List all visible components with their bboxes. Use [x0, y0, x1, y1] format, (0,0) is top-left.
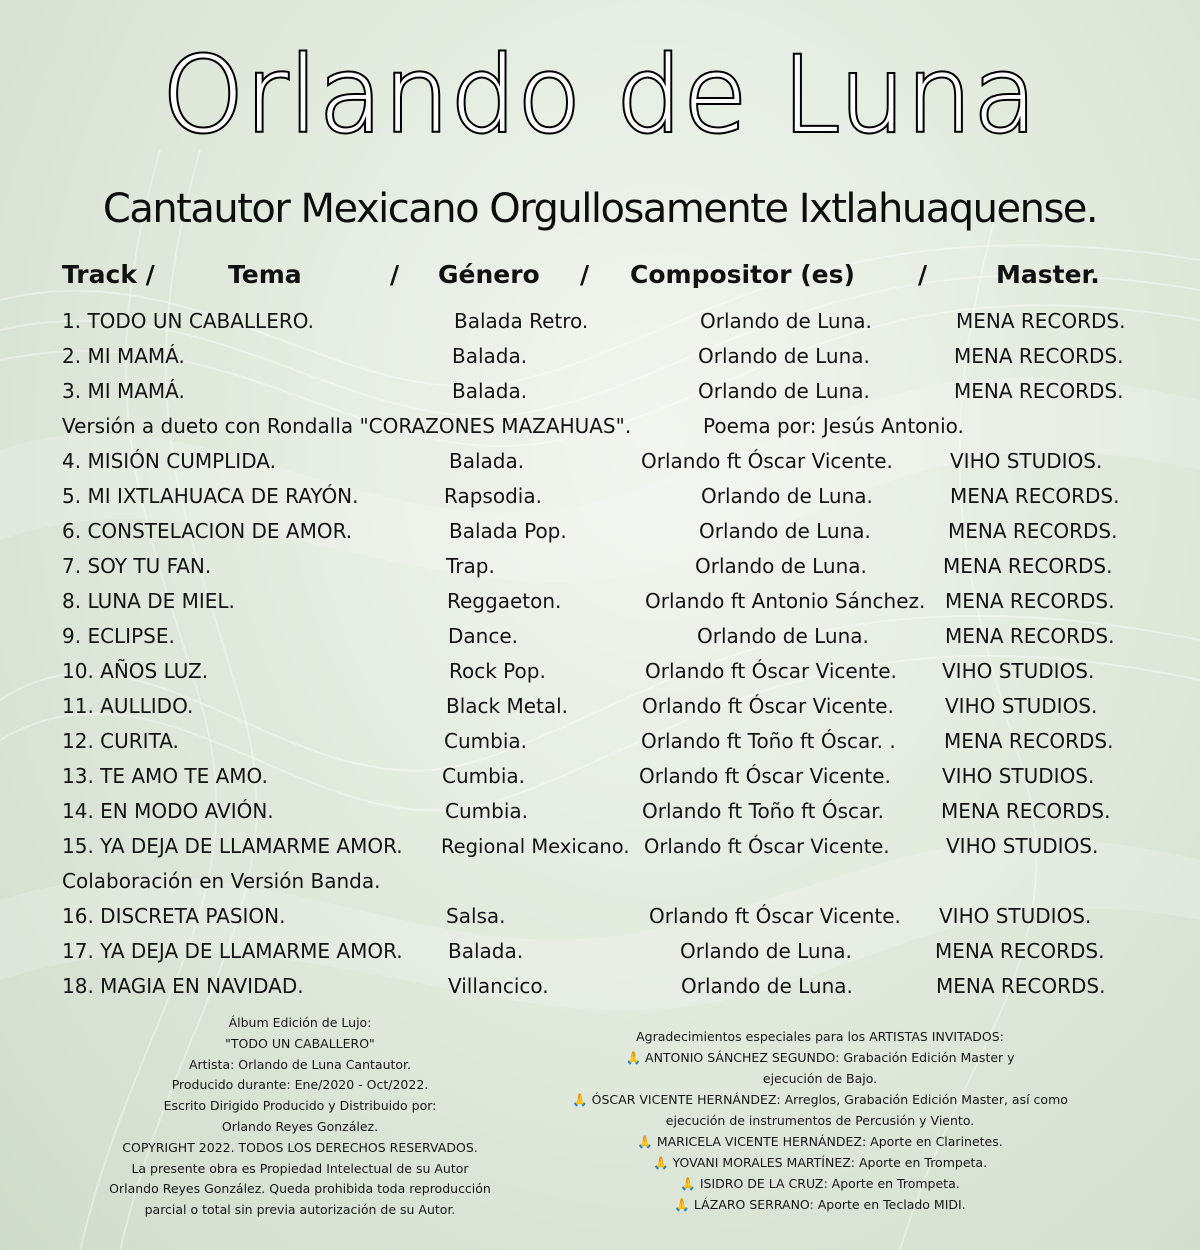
track-name: 6. CONSTELACION DE AMOR. — [62, 519, 353, 543]
track-composer: Orlando ft Óscar Vicente. — [639, 764, 891, 788]
track-composer: Orlando de Luna. — [680, 939, 852, 963]
track-composer: Orlando de Luna. — [698, 344, 870, 368]
track-name: 11. AULLIDO. — [62, 694, 194, 718]
track-row — [0, 304, 1200, 339]
track-genre: Cumbia. — [445, 799, 528, 823]
track-row — [0, 759, 1200, 794]
thanks-line — [555, 1047, 1085, 1068]
track-note-row — [0, 864, 1200, 899]
track-name: 5. MI IXTLAHUACA DE RAYÓN. — [62, 484, 359, 508]
track-row — [0, 829, 1200, 864]
praying-hands-icon: 🙏 — [652, 1155, 669, 1170]
track-name: 18. MAGIA EN NAVIDAD. — [62, 974, 304, 998]
track-genre: Trap. — [446, 554, 495, 578]
thanks-line — [555, 1173, 1085, 1194]
track-name: 8. LUNA DE MIEL. — [62, 589, 235, 613]
track-name: 4. MISIÓN CUMPLIDA. — [62, 449, 276, 473]
track-composer: Orlando de Luna. — [697, 624, 869, 648]
header-tema: Tema — [228, 260, 302, 289]
credit-line: La presente obra es Propiedad Intelectual de su Autor — [131, 1160, 469, 1176]
track-master: MENA RECORDS. — [954, 379, 1124, 403]
track-composer: Orlando de Luna. — [701, 484, 873, 508]
thanks-line — [555, 1131, 1085, 1152]
track-row — [0, 899, 1200, 934]
header-track: Track / — [62, 260, 155, 289]
track-master: MENA RECORDS. — [935, 939, 1105, 963]
credit-line: Álbum Edición de Lujo: — [228, 1015, 372, 1030]
praying-hands-icon: 🙏 — [637, 1134, 653, 1149]
track-composer: Orlando de Luna. — [698, 379, 870, 403]
track-master: MENA RECORDS. — [936, 974, 1106, 998]
track-note-row — [0, 409, 1200, 444]
track-name: 9. ECLIPSE. — [62, 624, 175, 648]
thanks-line: ejecución de instrumentos de Percusión y Viento. — [665, 1113, 975, 1128]
track-row — [0, 689, 1200, 724]
track-row — [0, 339, 1200, 374]
header-separator: / — [918, 260, 928, 289]
track-composer: Orlando ft Óscar Vicente. — [641, 449, 893, 473]
track-master: MENA RECORDS. — [945, 624, 1115, 648]
praying-hands-icon: 🙏 — [674, 1197, 690, 1212]
track-genre: Cumbia. — [444, 729, 527, 753]
track-genre: Balada. — [449, 449, 525, 473]
track-master: MENA RECORDS. — [948, 519, 1118, 543]
track-row — [0, 934, 1200, 969]
track-row — [0, 969, 1200, 1004]
track-master: VIHO STUDIOS. — [946, 834, 1099, 858]
track-name: 3. MI MAMÁ. — [62, 379, 185, 403]
track-master: VIHO STUDIOS. — [942, 659, 1095, 683]
track-name: 14. EN MODO AVIÓN. — [62, 799, 274, 823]
praying-hands-icon: 🙏 — [680, 1176, 696, 1191]
track-composer: Orlando ft Toño ft Óscar. — [642, 799, 885, 823]
track-composer: Orlando de Luna. — [681, 974, 853, 998]
track-master: MENA RECORDS. — [950, 484, 1120, 508]
track-master: VIHO STUDIOS. — [942, 764, 1095, 788]
track-name: 10. AÑOS LUZ. — [62, 659, 209, 683]
thanks-text: ANTONIO SÁNCHEZ SEGUNDO: Grabación Edición Master y — [645, 1050, 1015, 1065]
track-row — [0, 479, 1200, 514]
track-row — [0, 444, 1200, 479]
track-genre: Balada. — [452, 344, 528, 368]
track-note: Colaboración en Versión Banda. — [62, 869, 381, 893]
track-row — [0, 374, 1200, 409]
track-master: MENA RECORDS. — [954, 344, 1124, 368]
thanks-text: ISIDRO DE LA CRUZ: Aporte en Trompeta. — [699, 1176, 960, 1191]
track-name: 13. TE AMO TE AMO. — [62, 764, 268, 788]
track-genre: Rock Pop. — [449, 659, 546, 683]
track-note-poem: Poema por: Jesús Antonio. — [703, 414, 964, 438]
track-composer: Orlando de Luna. — [700, 309, 872, 333]
track-row — [0, 724, 1200, 759]
track-composer: Orlando ft Óscar Vicente. — [644, 835, 890, 858]
track-master: MENA RECORDS. — [956, 309, 1126, 333]
credit-line: Orlando Reyes González. — [221, 1118, 379, 1134]
special-thanks-heading: Agradecimientos especiales para los ARTISTAS INVITADOS: — [636, 1029, 1004, 1044]
track-name: 15. YA DEJA DE LLAMARME AMOR. — [62, 834, 403, 858]
track-row — [0, 584, 1200, 619]
track-genre: Balada. — [448, 939, 524, 963]
track-genre: Black Metal. — [446, 694, 569, 718]
track-genre: Regional Mexicano. — [441, 835, 630, 858]
track-row — [0, 794, 1200, 829]
track-genre: Cumbia. — [442, 764, 525, 788]
track-composer: Orlando ft Óscar Vicente. — [649, 904, 901, 928]
praying-hands-icon: 🙏 — [572, 1092, 588, 1107]
track-row — [0, 654, 1200, 689]
track-master: MENA RECORDS. — [943, 554, 1113, 578]
praying-hands-icon: 🙏 — [625, 1050, 642, 1065]
credit-line: Orlando Reyes González. Queda prohibida toda reproducción — [109, 1181, 491, 1197]
track-genre: Dance. — [448, 624, 518, 648]
thanks-line: ejecución de Bajo. — [762, 1071, 878, 1086]
track-row — [0, 619, 1200, 654]
thanks-text: LÁZARO SERRANO: Aporte en Teclado MIDI. — [693, 1197, 966, 1212]
credit-line: "TODO UN CABALLERO" — [225, 1035, 375, 1051]
thanks-line — [555, 1089, 1085, 1110]
track-master: MENA RECORDS. — [945, 589, 1115, 613]
header-master: Master. — [996, 260, 1100, 289]
track-composer: Orlando ft Antonio Sánchez. — [645, 589, 926, 613]
artist-subtitle: Cantautor Mexicano Orgullosamente Ixtlahuaquense. — [102, 186, 1098, 232]
track-genre: Villancico. — [448, 974, 549, 998]
track-master: VIHO STUDIOS. — [950, 449, 1103, 473]
artist-title: Orlando de Luna — [162, 34, 1038, 156]
thanks-text: YOVANI MORALES MARTÍNEZ: Aporte en Trompeta. — [672, 1155, 988, 1170]
track-genre: Rapsodia. — [444, 484, 542, 508]
track-name: 7. SOY TU FAN. — [62, 554, 212, 578]
album-credits — [80, 1013, 520, 1221]
track-genre: Reggaeton. — [447, 589, 562, 613]
track-name: 12. CURITA. — [62, 729, 179, 753]
special-thanks — [555, 1026, 1085, 1215]
credit-line: Artista: Orlando de Luna Cantautor. — [188, 1056, 412, 1072]
track-composer: Orlando ft Óscar Vicente. — [642, 694, 894, 718]
header-compositor: Compositor (es) — [630, 260, 855, 289]
header-separator: / — [390, 260, 400, 289]
track-composer: Orlando de Luna. — [699, 519, 871, 543]
track-genre: Balada Pop. — [449, 519, 567, 543]
header-genero: Género — [438, 260, 540, 289]
thanks-line — [555, 1194, 1085, 1215]
thanks-line — [555, 1152, 1085, 1173]
track-master: MENA RECORDS. — [941, 799, 1111, 823]
credit-line: COPYRIGHT 2022. TODOS LOS DERECHOS RESERVADOS. — [122, 1139, 478, 1155]
track-genre: Balada Retro. — [454, 309, 589, 333]
track-genre: Balada. — [452, 379, 528, 403]
track-master: MENA RECORDS. — [944, 729, 1114, 753]
thanks-text: ÓSCAR VICENTE HERNÁNDEZ: Arreglos, Grabación Edición Master, así como — [591, 1092, 1068, 1107]
track-composer: Orlando de Luna. — [695, 554, 867, 578]
credit-line: Escrito Dirigido Producido y Distribuido por: — [163, 1098, 437, 1114]
credit-line: parcial o total sin previa autorización de su Autor. — [144, 1202, 456, 1218]
track-name: 2. MI MAMÁ. — [62, 344, 185, 368]
track-note: Versión a dueto con Rondalla "CORAZONES MAZAHUAS". — [62, 414, 632, 438]
track-master: VIHO STUDIOS. — [945, 694, 1098, 718]
track-name: 17. YA DEJA DE LLAMARME AMOR. — [62, 939, 403, 963]
track-master: VIHO STUDIOS. — [939, 904, 1092, 928]
credit-line: Producido durante: Ene/2020 - Oct/2022. — [171, 1077, 429, 1093]
track-composer: Orlando ft Toño ft Óscar. . — [641, 729, 896, 753]
track-row — [0, 514, 1200, 549]
track-composer: Orlando ft Óscar Vicente. — [645, 659, 897, 683]
track-genre: Salsa. — [446, 904, 506, 928]
header-separator: / — [580, 260, 590, 289]
track-name: 1. TODO UN CABALLERO. — [62, 309, 315, 333]
track-name: 16. DISCRETA PASION. — [62, 904, 286, 928]
track-row — [0, 549, 1200, 584]
thanks-text: MARICELA VICENTE HERNÁNDEZ: Aporte en Clarinetes. — [656, 1134, 1003, 1149]
